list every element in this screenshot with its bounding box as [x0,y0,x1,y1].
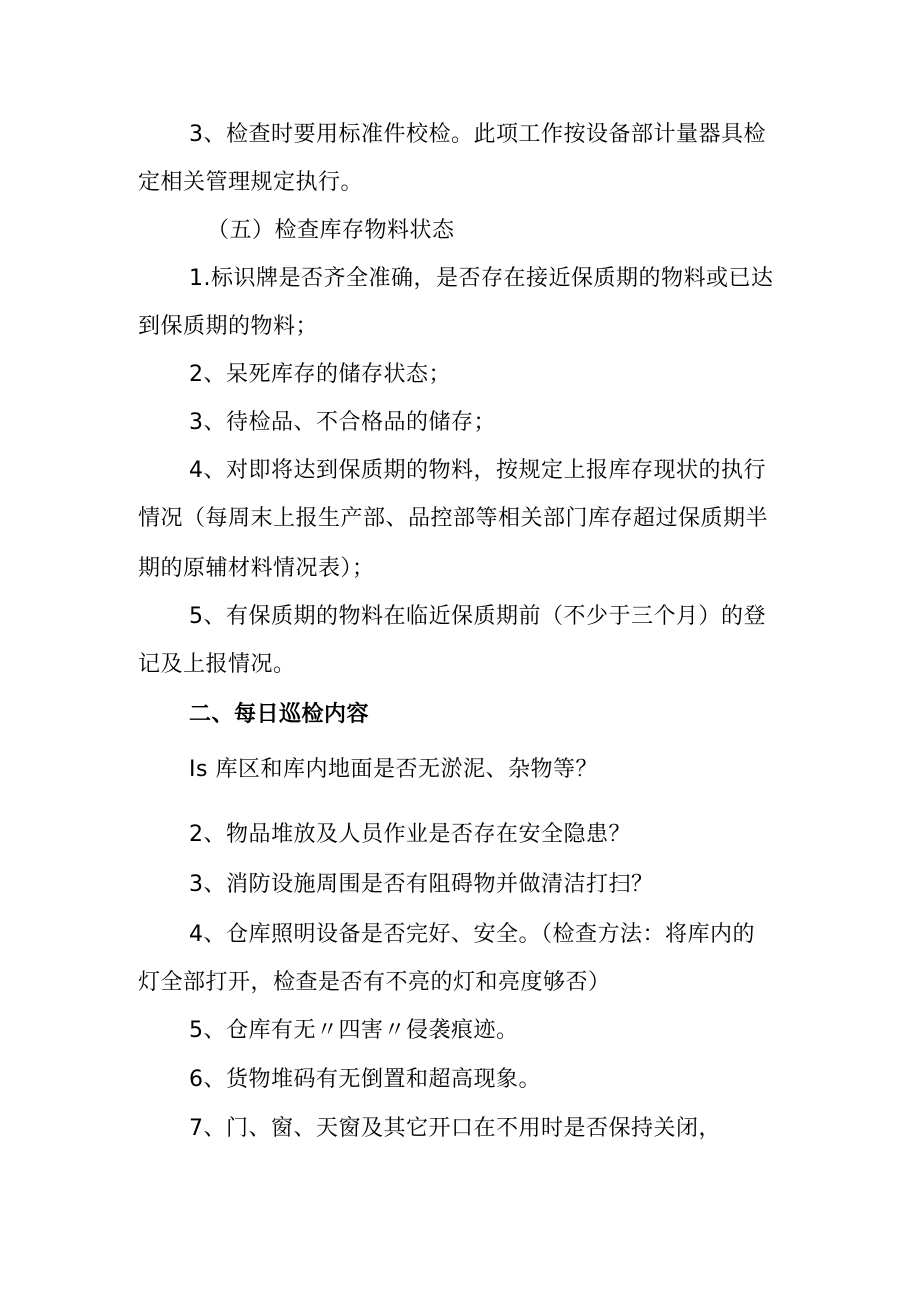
paragraph-line: Is 库区和库内地面是否无淤泥、杂物等？ [189,757,598,782]
paragraph-line: 3、待检品、不合格品的储存； [189,410,496,435]
paragraph-line: 到保质期的物料； [138,314,319,339]
paragraph-line: 期的原辅材料情况表）； [138,556,375,581]
paragraph-line: 5、仓库有无〃四害〃侵袭痕迹。 [189,1018,519,1043]
section-subheading: （五）检查库存物料状态 [207,218,455,243]
paragraph-line: 定相关管理规定执行。 [138,170,364,195]
paragraph-line: 灯全部打开，检查是否有不亮的灯和亮度够否） [138,970,611,995]
paragraph-line: 4、对即将达到保质期的物料，按规定上报库存现状的执行 [189,458,766,483]
paragraph-line: 4、仓库照明设备是否完好、安全。（检查方法：将库内的 [189,922,755,947]
paragraph-line: 3、检查时要用标准件校检。此项工作按设备部计量器具检 [189,122,766,147]
paragraph-line: 5、有保质期的物料在临近保质期前（不少于三个月）的登 [189,604,766,629]
paragraph-line: 2、呆死库存的储存状态； [189,362,451,387]
paragraph-line: 1.标识牌是否齐全准确，是否存在接近保质期的物料或已达 [189,266,774,291]
paragraph-line: 7、门、窗、天窗及其它开口在不用时是否保持关闭， [189,1116,721,1141]
paragraph-line: 3、消防设施周围是否有阻碍物并做清洁打扫？ [189,872,654,897]
section-heading: 二、每日巡检内容 [189,702,370,727]
paragraph-line: 记及上报情况。 [138,652,296,677]
paragraph-line: 2、物品堆放及人员作业是否存在安全隐患？ [189,822,631,847]
paragraph-line: 6、货物堆码有无倒置和超高现象。 [189,1067,541,1092]
paragraph-line: 情况（每周末上报生产部、品控部等相关部门库存超过保质期半 [138,506,769,531]
